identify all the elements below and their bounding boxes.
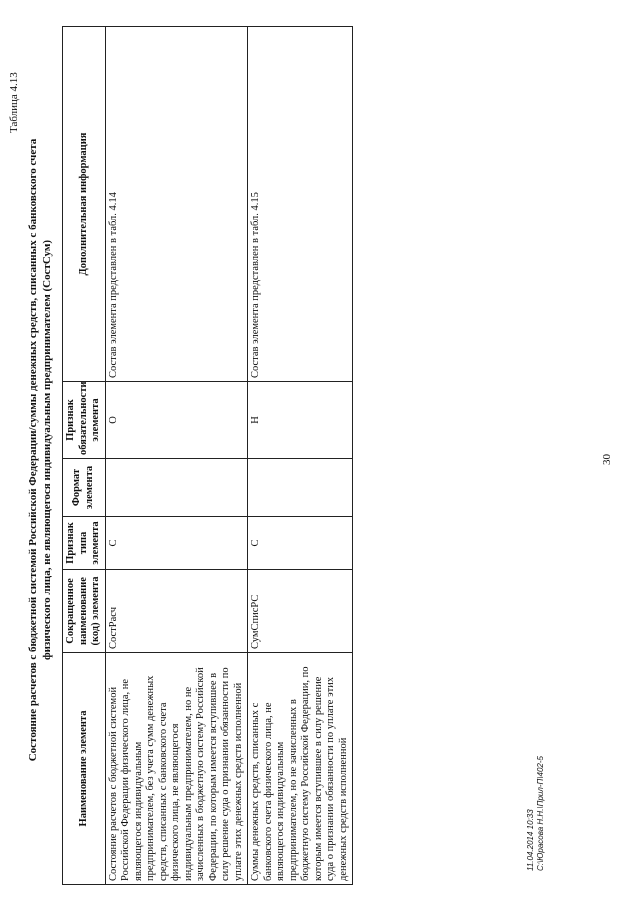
title-line-1: Состояние расчетов с бюджетной системой Российской Федерации/суммы денежных средств, списанных с банковского счета	[27, 138, 39, 762]
header-type: Признак типа элемента	[63, 517, 106, 570]
cell-info: Состав элемента представлен в табл. 4.15	[248, 27, 353, 382]
header-required: Признак обязательности элемента	[63, 382, 106, 459]
document-title	[26, 105, 54, 795]
footer-path: С:\Юрасова Н.Н.\Прил-П\402-5	[536, 756, 545, 871]
cell-type: С	[105, 517, 248, 570]
cell-code: СостРасч	[105, 570, 248, 653]
cell-required: Н	[248, 382, 353, 459]
footer-date: 11.04.2014 10:33	[526, 809, 535, 871]
cell-name: Суммы денежных средств, списанных с банковского счета физического лица, не являющегося индивидуальным предпринимателем, но не зачисленных в бюджетную систему Российской Федерации, по которым имеется вступившее в силу решение суда о признании обязанности по уплате этих денежных средств исполненной	[248, 653, 353, 885]
header-name: Наименование элемента	[63, 653, 106, 885]
cell-required: О	[105, 382, 248, 459]
table-row	[105, 27, 248, 885]
table-label: Таблица 4.13	[8, 72, 20, 133]
header-code: Сокращенное наименование (код) элемента	[63, 570, 106, 653]
cell-format	[248, 459, 353, 517]
footer-stamp	[526, 756, 546, 871]
title-line-2: физического лица, не являющегося индивидуальным предпринимателем (СостСум)	[41, 239, 53, 661]
table-header-row	[63, 27, 106, 885]
cell-format	[105, 459, 248, 517]
page-number: 30	[601, 454, 613, 465]
header-format: Формат элемента	[63, 459, 106, 517]
elements-table	[62, 26, 353, 885]
cell-name: Состояние расчетов с бюджетной системой Российской Федерации физического лица, не являющегося индивидуальным предпринимателем, без учета сумм денежных средств, списанных с банковского счета физического лица, не являющегося индивидуальным предпринимателем, но не зачисленных в бюджетную систему Российской Федерации, по которым имеется вступившее в силу решение суда о признании обязанности по уплате этих денежных средств исполненной	[105, 653, 248, 885]
cell-info: Состав элемента представлен в табл. 4.14	[105, 27, 248, 382]
cell-code: СумСписРС	[248, 570, 353, 653]
table-row	[248, 27, 353, 885]
cell-type: С	[248, 517, 353, 570]
header-info: Дополнительная информация	[63, 27, 106, 382]
